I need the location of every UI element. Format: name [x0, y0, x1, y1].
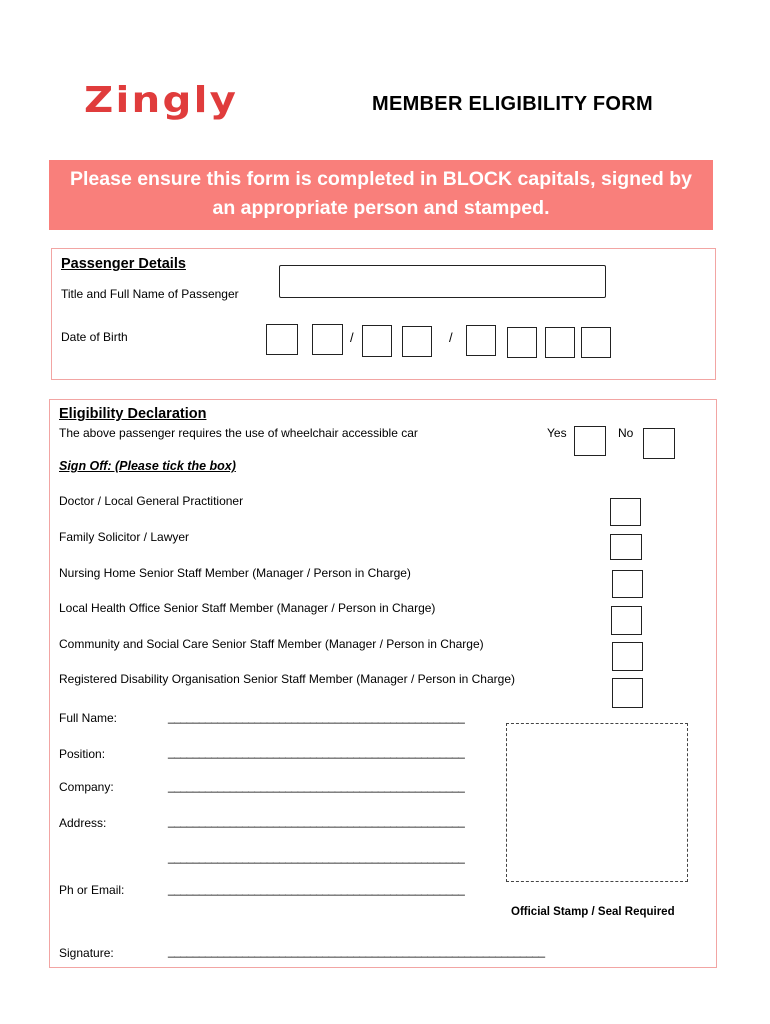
address-line-1[interactable]: ________________________________________________ [168, 814, 465, 828]
health-office-checkbox[interactable] [611, 606, 642, 635]
doctor-checkbox[interactable] [610, 498, 641, 526]
dob-day-box-2[interactable] [312, 324, 343, 355]
no-checkbox[interactable] [643, 428, 675, 459]
signature-line[interactable]: _____________________________________________________________ [168, 944, 545, 958]
position-label: Position: [59, 747, 106, 761]
dob-separator-2: / [449, 330, 453, 345]
contact-line[interactable]: ________________________________________________ [168, 882, 465, 896]
yes-checkbox[interactable] [574, 426, 606, 456]
address-label: Address: [59, 816, 107, 830]
signoff-option-nursing-home: Nursing Home Senior Staff Member (Manager / Person in Charge) [59, 566, 411, 580]
no-label: No [618, 426, 634, 440]
yes-label: Yes [547, 426, 567, 440]
disability-org-checkbox[interactable] [612, 678, 643, 708]
company-line[interactable]: ________________________________________________ [168, 779, 465, 793]
signoff-option-solicitor: Family Solicitor / Lawyer [59, 530, 190, 544]
dob-year-box-4[interactable] [581, 327, 611, 358]
banner-line-1: Please ensure this form is completed in BLOCK capitals, signed by [69, 168, 692, 190]
signoff-option-doctor: Doctor / Local General Practitioner [59, 494, 244, 508]
nursing-home-checkbox[interactable] [612, 570, 643, 598]
eligibility-heading: Eligibility Declaration [59, 406, 207, 422]
dob-month-box-2[interactable] [402, 326, 432, 357]
signoff-option-health-office: Local Health Office Senior Staff Member (Manager / Person in Charge) [59, 601, 436, 615]
signoff-option-community-care: Community and Social Care Senior Staff Member (Manager / Person in Charge) [59, 637, 484, 651]
dob-year-box-3[interactable] [545, 327, 575, 358]
address-line-2[interactable]: ________________________________________________ [168, 850, 465, 864]
contact-label: Ph or Email: [59, 883, 125, 897]
passenger-name-label: Title and Full Name of Passenger [61, 287, 239, 301]
instruction-banner [49, 160, 713, 230]
form-title: MEMBER ELIGIBILITY FORM [372, 93, 653, 115]
full-name-label: Full Name: [59, 711, 118, 725]
dob-month-box-1[interactable] [362, 325, 392, 357]
dob-day-box-1[interactable] [266, 324, 298, 355]
signoff-option-disability-org: Registered Disability Organisation Senior Staff Member (Manager / Person in Charge) [59, 672, 515, 686]
official-stamp-caption: Official Stamp / Seal Required [511, 906, 675, 918]
signoff-heading: Sign Off: (Please tick the box) [59, 459, 236, 473]
community-care-checkbox[interactable] [612, 642, 643, 671]
full-name-line[interactable]: ________________________________________________ [168, 710, 465, 724]
passenger-details-heading: Passenger Details [61, 256, 186, 272]
banner-line-2: an appropriate person and stamped. [212, 197, 550, 219]
position-line[interactable]: ________________________________________________ [168, 745, 465, 759]
dob-year-box-2[interactable] [507, 327, 537, 358]
dob-label: Date of Birth [61, 330, 128, 344]
signature-label: Signature: [59, 946, 114, 960]
dob-separator-1: / [350, 330, 354, 345]
official-stamp-area [506, 723, 688, 882]
passenger-name-field[interactable] [279, 265, 606, 298]
company-logo: Zingly [84, 80, 239, 121]
dob-year-box-1[interactable] [466, 325, 496, 356]
eligibility-question: The above passenger requires the use of wheelchair accessible car [59, 426, 418, 440]
solicitor-checkbox[interactable] [610, 534, 642, 560]
company-label: Company: [59, 780, 114, 794]
